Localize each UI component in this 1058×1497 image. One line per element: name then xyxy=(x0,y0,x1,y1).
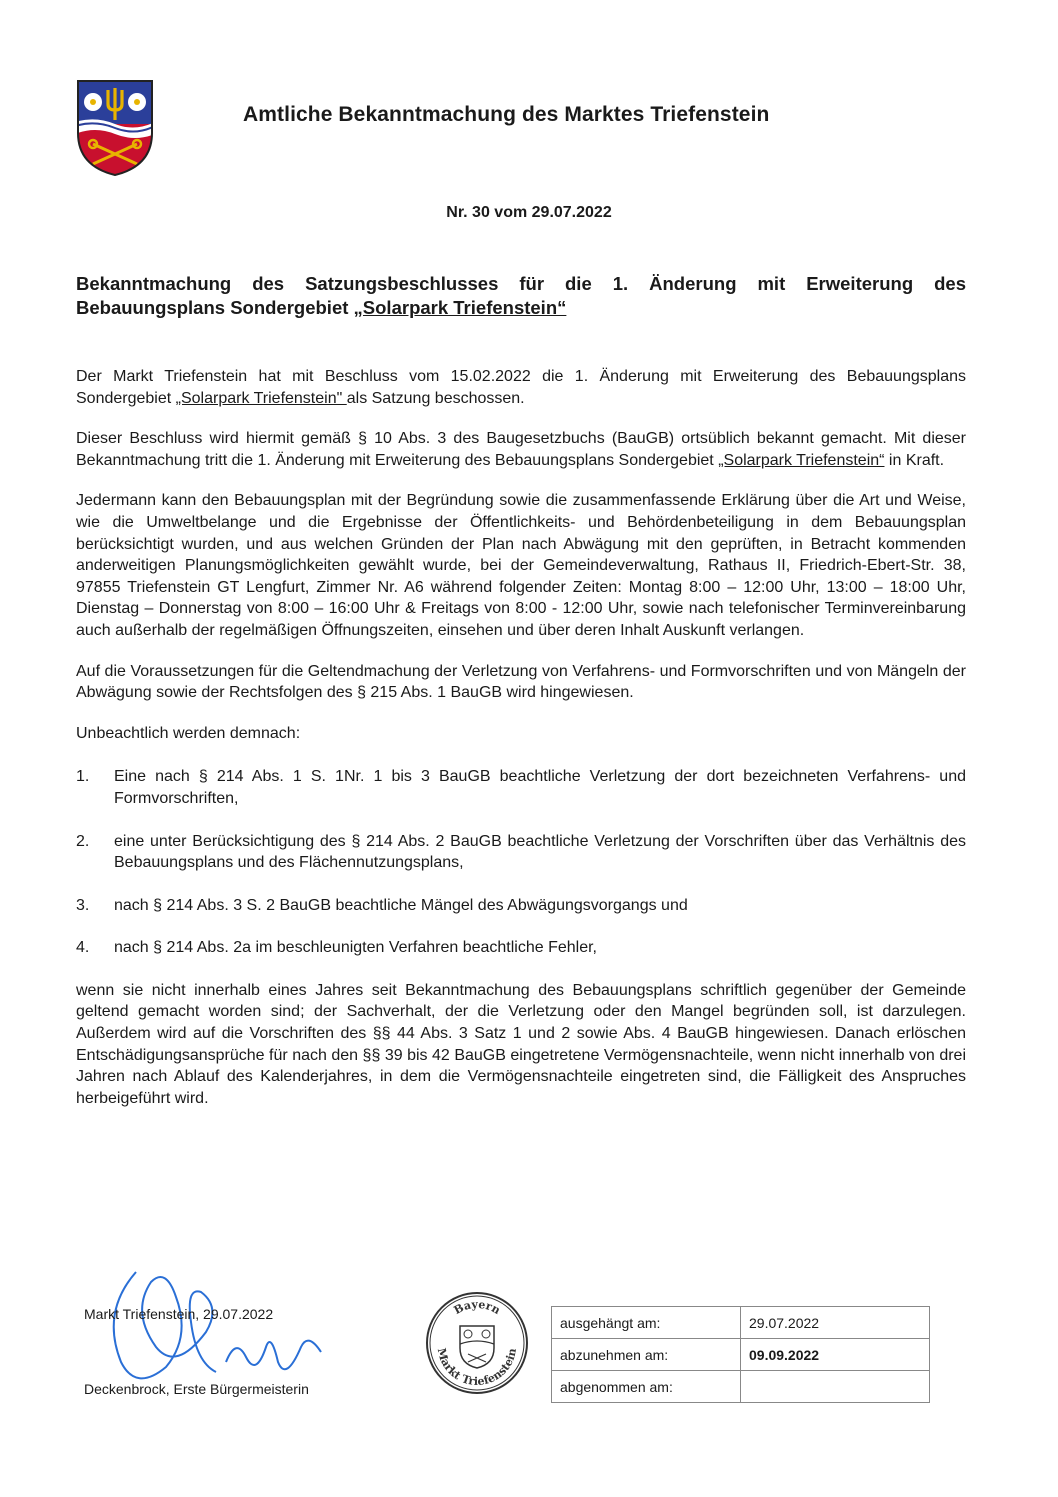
list-item-number: 4. xyxy=(76,939,90,957)
subject-lead: Bekanntmachung des Satzungsbeschlusses für die 1. Änderung mit Erweiterung des Bebauungsplans Sondergebiet xyxy=(76,273,966,318)
posting-value: 09.09.2022 xyxy=(741,1339,930,1371)
list-item-number: 1. xyxy=(76,768,90,786)
coat-of-arms-logo xyxy=(75,78,155,178)
p2-text-a: Dieser Beschluss wird hiermit gemäß § 10 Abs. 3 des Baugesetzbuchs (BauGB) ortsüblich bekannt gemacht. Mit dieser Bekanntmachung tritt die 1. Änderung mit Erweiterung des Bebauungsplans Sondergebiet xyxy=(76,430,966,469)
list-item xyxy=(76,766,966,809)
subject-heading xyxy=(76,272,966,320)
signature-place-date: Markt Triefenstein, 29.07.2022 xyxy=(84,1306,274,1322)
handwritten-signature xyxy=(96,1252,336,1402)
paragraph-resolution xyxy=(76,366,966,409)
posting-label: abgenommen am: xyxy=(552,1371,741,1403)
posting-value xyxy=(741,1371,930,1403)
list-item-text: Eine nach § 214 Abs. 1 S. 1Nr. 1 bis 3 BauGB beachtliche Verletzung der dort bezeichneten Verfahrens- und Formvorschriften, xyxy=(114,768,966,807)
list-item-number: 3. xyxy=(76,896,90,914)
posting-record-table xyxy=(551,1306,930,1403)
p1-plan-name: „Solarpark Triefenstein" xyxy=(175,389,347,407)
subject-name: „Solarpark Triefenstein“ xyxy=(353,297,567,318)
list-item-text: eine unter Berücksichtigung des § 214 Abs. 2 BauGB beachtliche Verletzung der Vorschriften über das Verhältnis des Bebauungsplans und des Flächennutzungsplans, xyxy=(114,832,966,872)
list-item-number: 2. xyxy=(76,832,90,850)
seal-bottom-text: Markt Triefenstein xyxy=(434,1346,520,1389)
p2-plan-name: „Solarpark Triefenstein“ xyxy=(718,451,885,469)
list-item xyxy=(76,831,966,874)
list-item xyxy=(76,937,966,959)
list-item-text: nach § 214 Abs. 2a im beschleunigten Verfahren beachtliche Fehler, xyxy=(114,939,597,957)
paragraph-announcement xyxy=(76,428,966,471)
official-seal-stamp xyxy=(424,1290,530,1396)
page-title: Amtliche Bekanntmachung des Marktes Triefenstein xyxy=(243,103,770,126)
paragraph-list-intro: Unbeachtlich werden demnach: xyxy=(76,724,301,742)
signature-name: Deckenbrock, Erste Bürgermeisterin xyxy=(84,1381,309,1397)
posting-value: 29.07.2022 xyxy=(741,1307,930,1339)
paragraph-conditions: wenn sie nicht innerhalb eines Jahres seit Bekanntmachung des Bebauungsplans schriftlich gegenüber der Gemeinde geltend gemacht worden sind; der Sachverhalt, der die Verletzung oder den Mangel begründen soll, ist darzulegen. Außerdem wird auf die Vorschriften des §§ 44 Abs. 3 Satz 1 und 2 sowie Abs. 4 BauGB hingewiesen. Danach erlöschen Entschädigungsansprüche für nach den §§ 39 bis 42 BauGB eingetretene Vermögensnachteile, wenn nicht innerhalb von drei Jahren nach Ablauf des Kalenderjahres, in dem die Vermögensnachteile eingetreten sind, die Fälligkeit des Anspruches herbeigeführt wird. xyxy=(76,981,966,1107)
table-row xyxy=(552,1339,930,1371)
paragraph-notice: Auf die Voraussetzungen für die Geltendmachung der Verletzung von Verfahrens- und Formvorschriften und von Mängeln der Abwägung sowie der Rechtsfolgen des § 215 Abs. 1 BauGB wird hingewiesen. xyxy=(76,662,966,702)
body-text xyxy=(76,366,966,1128)
p1-text-a: Der Markt Triefenstein hat mit Beschluss vom 15.02.2022 die 1. Änderung mit Erweiterung des Bebauungsplans Sondergebiet xyxy=(76,368,966,407)
list-item-text: nach § 214 Abs. 3 S. 2 BauGB beachtliche Mängel des Abwägungsvorgangs und xyxy=(114,896,688,914)
paragraph-inspection: Jedermann kann den Bebauungsplan mit der Begründung sowie die zusammenfassende Erklärung über die Art und Weise, wie die Umweltbelange und die Ergebnisse der Öffentlichkeits- und Behördenbeteiligung in dem Bebauungsplan berücksichtigt wurden, und aus welchen Gründen der Plan nach Abwägung mit den geprüften, in Betracht kommenden anderweitigen Planungsmöglichkeiten gewählt wurde, bei der Gemeindeverwaltung, Rathaus II, Friedrich-Ebert-Str. 38, 97855 Triefenstein GT Lengfurt, Zimmer Nr. A6 während folgender Zeiten: Montag 8:00 – 12:00 Uhr, 13:00 – 18:00 Uhr, Dienstag – Donnerstag von 8:00 – 16:00 Uhr & Freitags von 8:00 - 12:00 Uhr, sowie nach telefonischer Terminvereinbarung auch außerhalb der regelmäßigen Öffnungszeiten, einsehen und über deren Inhalt Auskunft verlangen. xyxy=(76,492,966,639)
posting-label: abzunehmen am: xyxy=(552,1339,741,1371)
p2-text-b: in Kraft. xyxy=(884,451,945,469)
posting-label: ausgehängt am: xyxy=(552,1307,741,1339)
irrelevance-list xyxy=(76,766,966,959)
table-row xyxy=(552,1371,930,1403)
list-item xyxy=(76,895,966,917)
svg-text:Bayern xyxy=(452,1298,503,1317)
table-row xyxy=(552,1307,930,1339)
issue-number: Nr. 30 vom 29.07.2022 xyxy=(446,204,612,221)
p1-text-b: als Satzung beschossen. xyxy=(346,389,525,407)
seal-top-text: Bayern xyxy=(451,1297,503,1318)
